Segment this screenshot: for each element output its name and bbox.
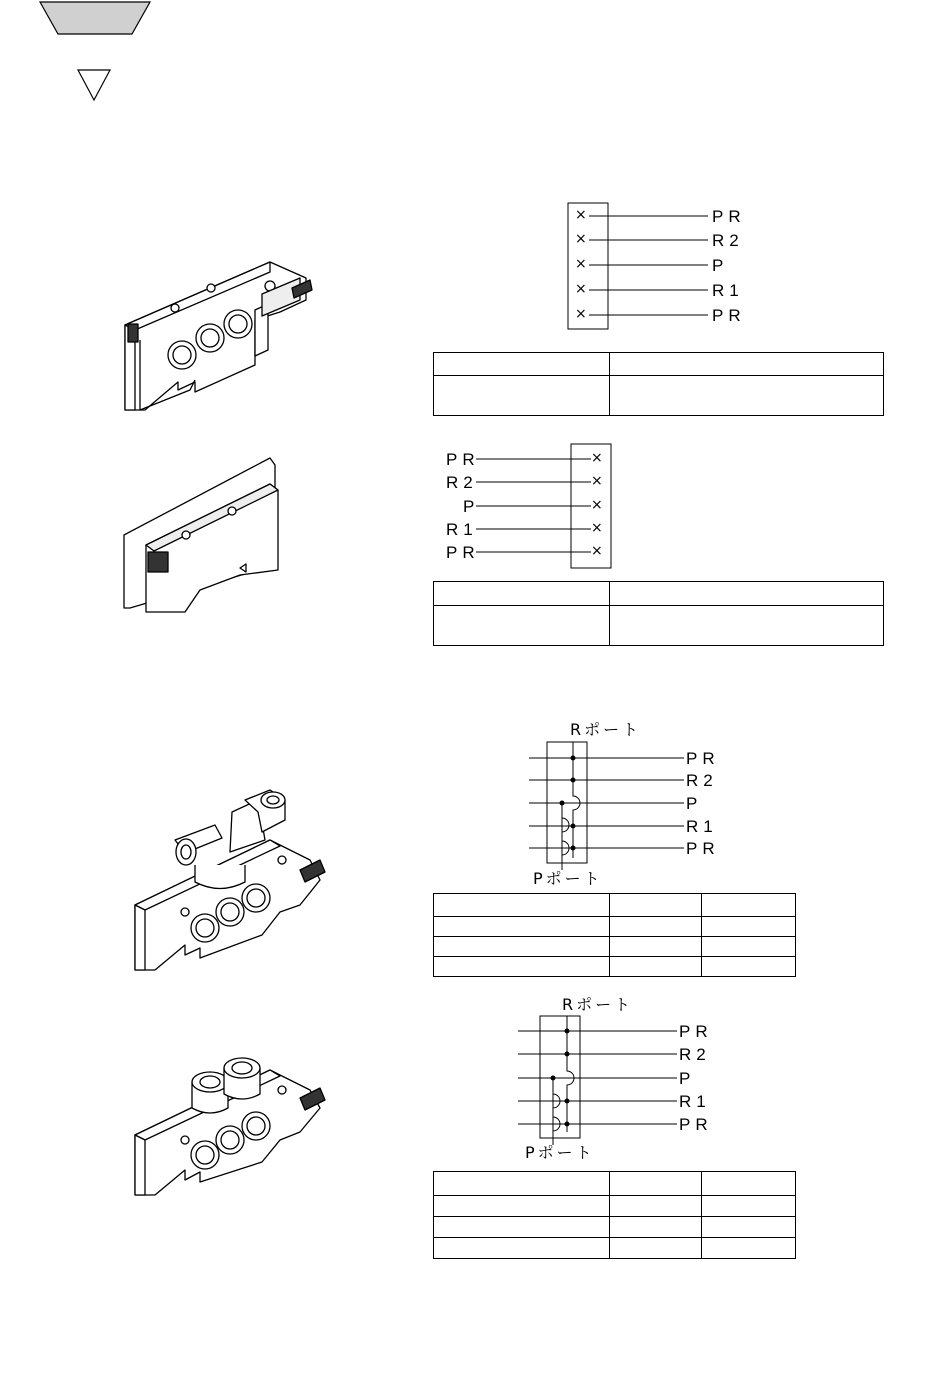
- table-cell: [702, 937, 796, 957]
- table-cell: [434, 1217, 610, 1238]
- table-cell: [702, 1238, 796, 1259]
- port-label-r2: R2: [686, 771, 718, 790]
- table-cell: [434, 917, 610, 937]
- table-cell: [610, 957, 702, 977]
- blocked-port-symbol: ×: [591, 450, 603, 466]
- blocked-port-symbol: ×: [575, 306, 587, 322]
- table-cell: [434, 937, 610, 957]
- table-cell: [610, 1172, 702, 1196]
- port-label-r1: R1: [679, 1092, 711, 1111]
- port-label-r2: R2: [446, 473, 478, 492]
- blocked-port-symbol: ×: [575, 231, 587, 247]
- spec-table-1: [433, 352, 884, 416]
- port-label-pr: PR: [686, 839, 720, 858]
- port-label-pr: PR: [446, 543, 480, 562]
- blocked-port-symbol: ×: [575, 256, 587, 272]
- table-cell: [434, 1196, 610, 1217]
- port-label-pr: PR: [712, 306, 746, 325]
- port-diagram-3: [529, 742, 684, 870]
- table-cell: [610, 917, 702, 937]
- table-cell: [434, 376, 610, 416]
- table-cell: [610, 376, 884, 416]
- table-cell: [434, 957, 610, 977]
- port-label-p: P: [686, 794, 703, 813]
- table-cell: [610, 1196, 702, 1217]
- table-cell: [610, 894, 702, 917]
- table-cell: [702, 1196, 796, 1217]
- port-label-p: P: [463, 497, 480, 516]
- blocked-port-symbol: ×: [591, 497, 603, 513]
- spec-table-2: [433, 581, 884, 646]
- table-cell: [702, 894, 796, 917]
- table-cell: [434, 582, 610, 606]
- table-cell: [434, 1172, 610, 1196]
- manifold-block-with-elbow-fittings: [135, 790, 325, 970]
- blocked-port-symbol: ×: [591, 473, 603, 489]
- port-label-r1: R1: [446, 520, 478, 539]
- table-cell: [610, 1238, 702, 1259]
- port-label-r1: R1: [686, 817, 718, 836]
- table-cell: [702, 1172, 796, 1196]
- table-cell: [702, 917, 796, 937]
- port-label-pr: PR: [446, 450, 480, 469]
- port-diagram-1: [568, 203, 708, 329]
- port-label-p: P: [712, 256, 729, 275]
- spec-table-4: [433, 1171, 796, 1259]
- blocked-port-symbol: ×: [591, 543, 603, 559]
- end-plate-illustration-2: [124, 458, 278, 612]
- table-cell: [434, 1238, 610, 1259]
- p-port-label: Pポート: [525, 1143, 595, 1162]
- table-cell: [610, 1217, 702, 1238]
- port-label-pr: PR: [679, 1115, 713, 1134]
- p-port-label: Pポート: [533, 869, 603, 888]
- port-label-r2: R2: [712, 231, 744, 250]
- manifold-block-with-straight-fittings: [135, 1058, 325, 1195]
- blocked-port-symbol: ×: [575, 281, 587, 297]
- end-plate-illustration-1: [125, 262, 312, 410]
- table-cell: [610, 353, 884, 376]
- spec-table-3: [433, 893, 796, 977]
- table-cell: [610, 582, 884, 606]
- table-cell: [434, 353, 610, 376]
- table-cell: [610, 606, 884, 646]
- table-cell: [434, 606, 610, 646]
- table-cell: [702, 1217, 796, 1238]
- blocked-port-symbol: ×: [591, 520, 603, 536]
- port-label-pr: PR: [712, 207, 746, 226]
- table-cell: [434, 894, 610, 917]
- port-diagram-4: [518, 1016, 677, 1145]
- table-cell: [610, 937, 702, 957]
- r-port-label: Rポート: [562, 995, 634, 1014]
- port-label-r2: R2: [679, 1045, 711, 1064]
- port-label-p: P: [679, 1069, 696, 1088]
- table-cell: [702, 957, 796, 977]
- section-tab-triangle: [40, 2, 150, 34]
- port-label-pr: PR: [679, 1022, 713, 1041]
- blocked-port-symbol: ×: [575, 207, 587, 223]
- port-label-r1: R1: [712, 281, 744, 300]
- r-port-label: Rポート: [570, 720, 642, 739]
- port-label-pr: PR: [686, 749, 720, 768]
- subsection-triangle-marker: [78, 70, 110, 100]
